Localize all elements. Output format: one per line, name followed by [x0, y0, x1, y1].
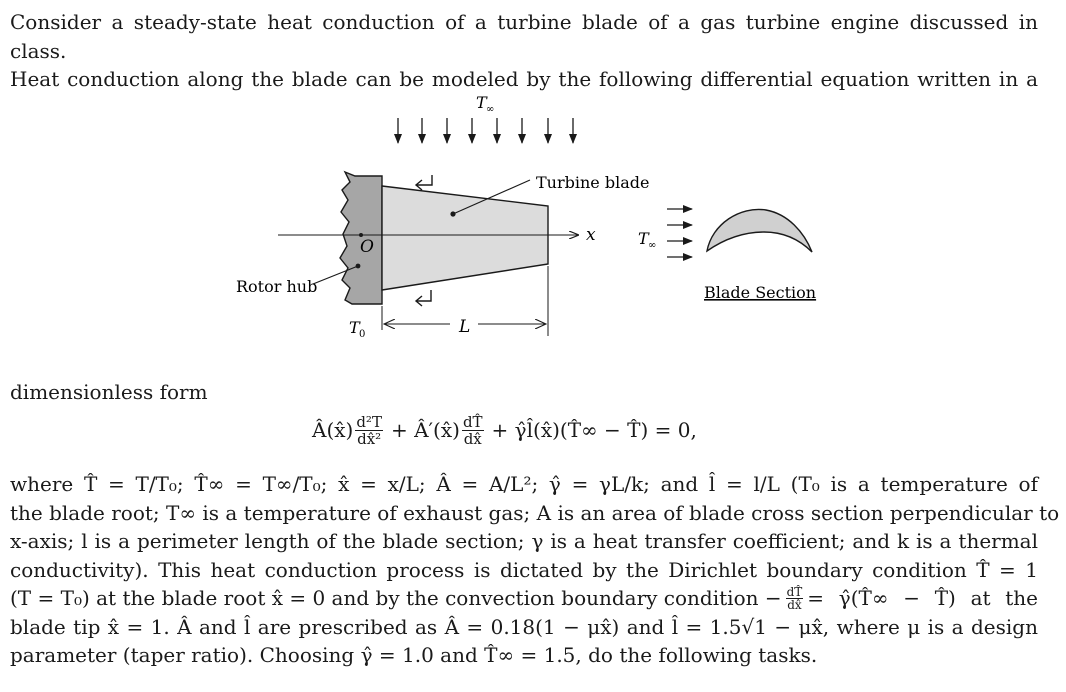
- body-line-7: parameter (taper ratio). Choosing γ̂ = 1.0 and T̂∞ = 1.5, do the following tasks.: [10, 643, 818, 667]
- svg-text:0: 0: [359, 329, 366, 340]
- body-paragraph: [10, 470, 1060, 670]
- eq-lhs-a: Â(x̂): [312, 418, 354, 442]
- governing-equation: [0, 400, 1066, 462]
- body-line-5b: = γ̂(T̂∞ − T̂) at the: [807, 586, 1038, 610]
- turbine-blade-label: Turbine blade: [536, 173, 650, 192]
- eq-first-derivative: $\frac{dT̂}{dx̂}$: [462, 412, 483, 448]
- top-flux-arrow: [417, 175, 432, 185]
- body-line-2: the blade root; T∞ is a temperature of exhaust gas; A is an area of blade cross section perpendicular to: [10, 500, 1060, 525]
- svg-text:∞: ∞: [486, 104, 495, 115]
- x-axis-label: x: [586, 225, 596, 245]
- body-line-1: where T̂ = T/T₀; T̂∞ = T∞/T₀; x̂ = x/L; Â = A/L²; γ̂ = γL/k; and l̂ = l/L (T₀ is a temperature of: [10, 472, 1038, 496]
- body-line-6: blade tip x̂ = 1. Â and l̂ are prescribed as Â = 0.18(1 − μx̂) and l̂ = 1.5√1 − μx̂, where μ is a design: [10, 614, 1038, 639]
- dimensionless-form-text: dimensionless form: [10, 380, 208, 404]
- t-inf-side-label: T: [638, 229, 649, 248]
- turbine-blade: [382, 186, 548, 290]
- t-inf-top-label: T: [476, 93, 487, 112]
- body-line-5: [10, 584, 1038, 613]
- eq-rest: + γ̂l̂(x̂)(T̂∞ − T̂) = 0,: [491, 418, 697, 442]
- blade-section-label: Blade Section: [704, 283, 817, 302]
- body-line-5a: (T = T₀) at the blade root x̂ = 0 and by the convection boundary condition −: [10, 586, 782, 610]
- bottom-flux-arrow: [417, 290, 431, 301]
- turbine-blade-figure: [0, 78, 1066, 378]
- origin-label: O: [360, 237, 374, 257]
- blade-section-airfoil: [707, 209, 812, 252]
- intro-line-2: Heat conduction along the blade can be modeled by the following differential equation written in a: [10, 67, 1038, 91]
- t0-label: T: [349, 318, 360, 337]
- svg-text:∞: ∞: [648, 240, 657, 251]
- body-line-3: x-axis; l is a perimeter length of the blade section; γ is a heat transfer coefficient; and k is a thermal: [10, 529, 1038, 553]
- body-line-4: conductivity). This heat conduction process is dictated by the Dirichlet boundary condition T̂ = 1: [10, 557, 1038, 582]
- bc-derivative: $\frac{dT̂}{dx̂}$: [786, 584, 803, 612]
- heat-flow-arrows-top: [398, 118, 573, 143]
- rotor-hub-label: Rotor hub: [236, 277, 318, 296]
- intro-line-1: Consider a steady-state heat conduction of a turbine blade of a gas turbine engine discussed in class.: [10, 10, 1038, 63]
- heat-flow-arrows-side: [667, 209, 692, 257]
- length-label: L: [459, 317, 471, 337]
- eq-second-derivative: $\frac{\text{d²T}}{\text{dx̂²}}$: [356, 412, 382, 448]
- eq-plus-a-prime: + Â′(x̂): [390, 418, 460, 442]
